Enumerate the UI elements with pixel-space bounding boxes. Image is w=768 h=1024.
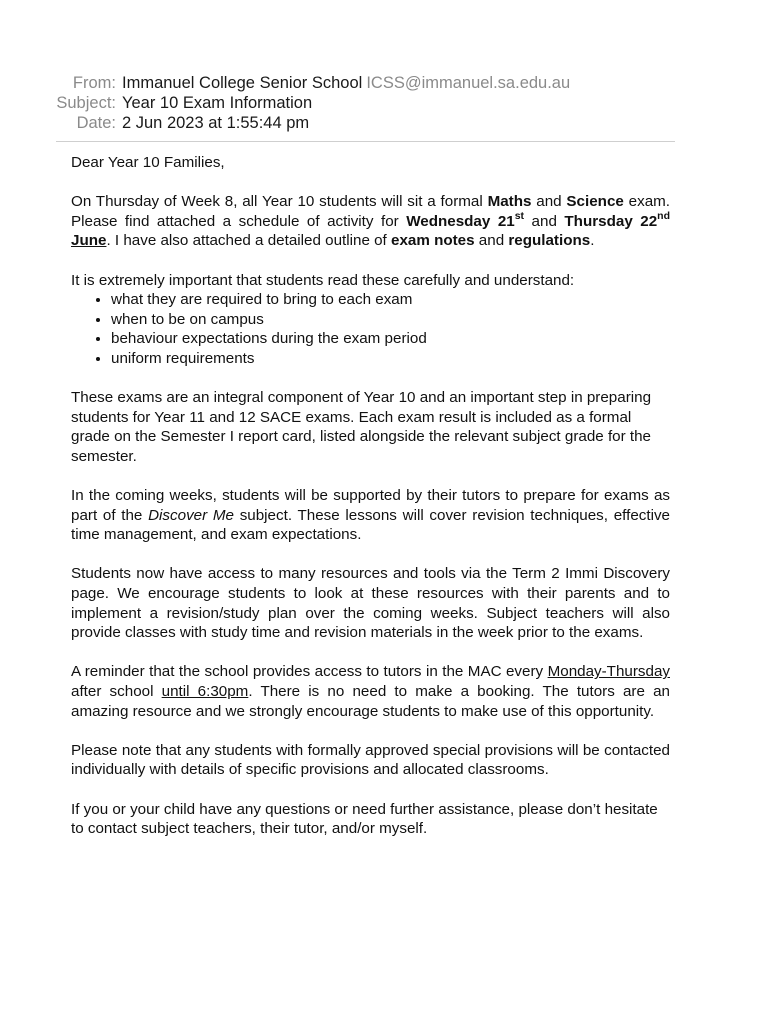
text-segment[interactable]: June	[71, 232, 107, 250]
text-segment: Discover Me	[148, 506, 234, 524]
text-segment: and	[524, 212, 565, 230]
date-label: Date:	[76, 114, 116, 132]
subject-value: Year 10 Exam Information	[122, 94, 313, 112]
email-body	[71, 153, 670, 858]
date-value: 2 Jun 2023 at 1:55:44 pm	[122, 114, 310, 132]
text-segment[interactable]: until 6:30pm	[161, 683, 249, 701]
from-row	[0, 74, 768, 94]
text-segment: A reminder that the school provides access to tutors in the MAC every	[71, 663, 548, 681]
text-segment: Science	[566, 193, 624, 211]
header-divider	[56, 141, 675, 142]
text-segment: subject. These lessons will cover revision techniques, effective time management, and exam expectations.	[71, 506, 670, 544]
paragraph-exam-schedule	[71, 192, 670, 251]
paragraph-exam-significance: These exams are an integral component of Year 10 and an important step in preparing students for Year 11 and 12 SACE exams. Each exam result is included as a formal grade on the Semester I report card, listed alongside the relevant subject grade for the semester.	[71, 389, 652, 465]
paragraph-mac-tutors	[71, 662, 670, 721]
email-header	[0, 74, 768, 134]
subject-label: Subject:	[56, 94, 116, 112]
text-segment: nd	[657, 209, 670, 222]
text-segment: On Thursday of Week 8, all Year 10 students will sit a formal	[71, 193, 488, 211]
text-segment: . There is no need to make a booking. The tutors are an amazing resource and we strongly encourage students to make use of this opportunity.	[71, 683, 670, 720]
text-segment: and	[531, 193, 567, 211]
text-segment: Maths	[487, 193, 532, 211]
list-item: • uniform requirements	[111, 349, 670, 369]
list-item: • what they are required to bring to each exam	[111, 290, 670, 310]
paragraph-questions: If you or your child have any questions or need further assistance, please don’t hesitate to contact subject teachers, their tutor, and/or myself.	[71, 800, 658, 838]
text-segment: st	[514, 209, 525, 222]
from-label: From:	[72, 74, 116, 92]
text-segment: regulations	[508, 232, 591, 250]
date-row	[0, 114, 768, 134]
list-item: • when to be on campus	[111, 310, 670, 330]
requirements-list	[71, 290, 670, 368]
sender-name: Immanuel College Senior School	[122, 74, 363, 92]
list-item: • behaviour expectations during the exam period	[111, 329, 670, 349]
greeting: Dear Year 10 Families,	[71, 154, 225, 171]
text-segment[interactable]: Monday-Thursday	[547, 663, 670, 681]
text-segment: and	[474, 232, 509, 250]
text-segment: after school	[71, 683, 162, 701]
paragraph-tutor-support	[71, 486, 670, 545]
sender-email[interactable]: ICSS@immanuel.sa.edu.au	[366, 74, 571, 92]
paragraph-importance: It is extremely important that students read these carefully and understand:	[71, 271, 575, 289]
paragraph-resources: Students now have access to many resources and tools via the Term 2 Immi Discovery page. We encourage students to look at these resources with their parents and to implement a revision/study plan over the coming weeks. Subject teachers will also provide classes with study time and revision materials in the week prior to the exams.	[71, 565, 670, 642]
text-segment: exam notes	[391, 232, 475, 250]
text-segment: Thursday 22	[564, 212, 658, 230]
text-segment: . I have also attached a detailed outline of	[106, 232, 391, 250]
text-segment: In the coming weeks, students will be supported by their tutors to prepare for exams as part of the	[71, 487, 670, 524]
text-segment: exam. Please find attached a schedule of activity for	[71, 193, 671, 230]
subject-row	[0, 94, 768, 114]
text-segment: .	[590, 232, 595, 250]
text-segment: Wednesday 21	[406, 212, 515, 230]
paragraph-special-provisions: Please note that any students with formally approved special provisions will be contacted individually with details of specific provisions and allocated classrooms.	[71, 741, 670, 779]
